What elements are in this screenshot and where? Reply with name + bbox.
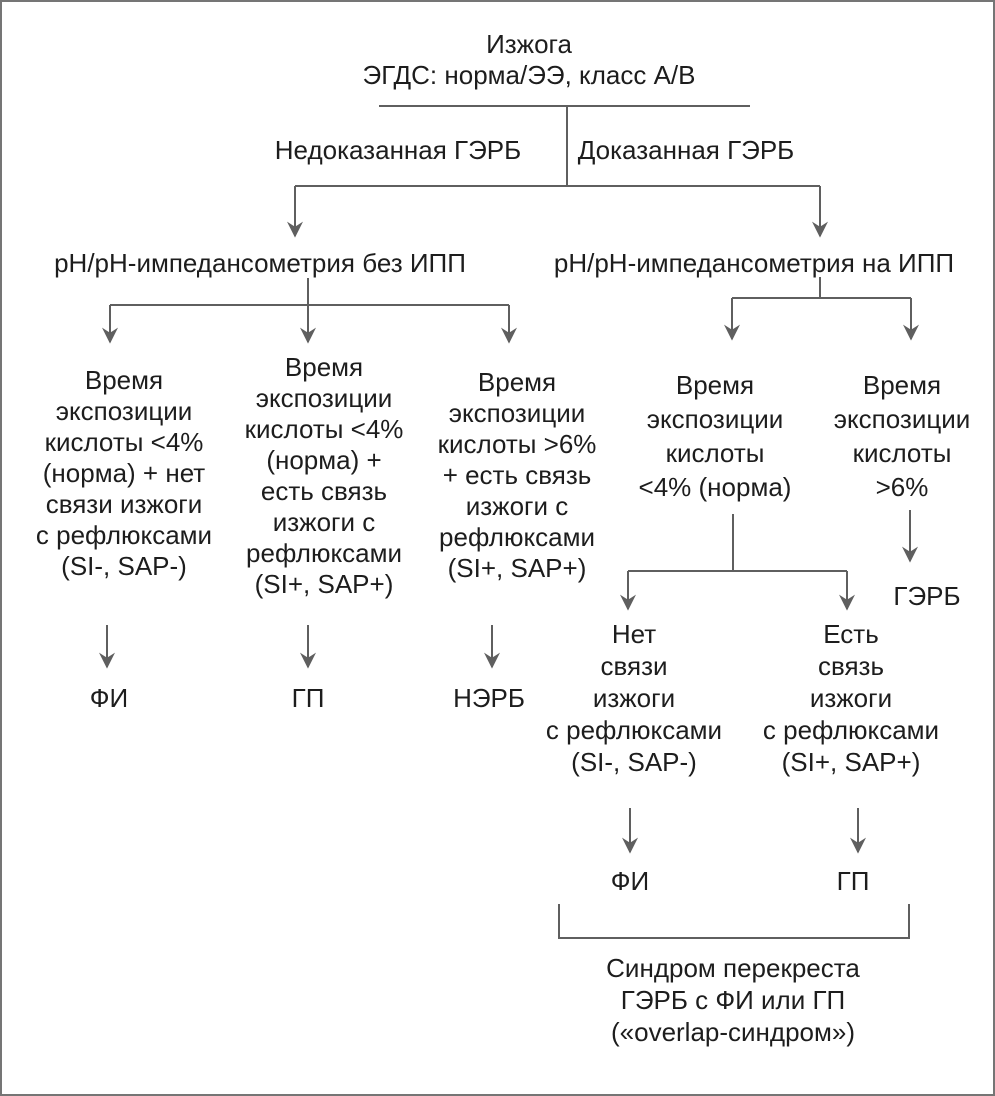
node-criteria-2 <box>245 352 404 600</box>
text-line: ЭГДС: норма/ЭЭ, класс А/В <box>362 60 696 90</box>
node-criteria-4 <box>639 368 792 504</box>
node-outcome-fi-2: ФИ <box>610 866 650 896</box>
node-outcome-gp-1: ГП <box>291 683 325 713</box>
text-line: изжоги с <box>465 491 569 521</box>
text-line: изжоги <box>809 683 893 713</box>
text-line: Синдром перекреста <box>606 953 860 983</box>
label-proven-gerd: Доказанная ГЭРБ <box>577 135 795 165</box>
text-line: кислоты <4% <box>244 414 404 444</box>
text-line: с рефлюксами <box>545 715 723 745</box>
text-line: ГЭРБ с ФИ или ГП <box>620 985 846 1015</box>
text-line: рефлюксами <box>246 538 402 568</box>
text-line: Время <box>862 370 942 400</box>
text-line: (SI+, SAP+) <box>447 553 587 583</box>
text-line: (SI-, SAP-) <box>61 551 187 581</box>
text-line: рефлюксами <box>439 522 595 552</box>
text-line: с рефлюксами <box>762 715 940 745</box>
node-criteria-3 <box>438 367 597 584</box>
text-line: кислоты >6% <box>437 429 597 459</box>
text-line: («overlap-синдром») <box>610 1017 856 1047</box>
text-line: экспозиции <box>55 396 193 426</box>
node-outcome-fi-1: ФИ <box>89 683 129 713</box>
text-line: экспозиции <box>448 398 586 428</box>
node-criteria-5 <box>834 368 971 504</box>
text-line: кислоты <box>665 438 765 468</box>
text-line: связь <box>817 651 885 681</box>
text-line: Время <box>477 367 557 397</box>
text-line: с рефлюксами <box>35 520 213 550</box>
node-ph-test-on-ppi: pH/pH-импедансометрия на ИПП <box>553 248 955 278</box>
text-line: (SI+, SAP+) <box>781 747 921 777</box>
text-line: <4% (норма) <box>638 472 792 502</box>
node-criteria-1 <box>36 365 212 582</box>
text-line: Нет <box>611 619 657 649</box>
text-line: >6% <box>875 472 929 502</box>
node-outcome-gerd: ГЭРБ <box>893 581 961 611</box>
node-heartburn-title <box>363 29 696 91</box>
text-line: Изжога <box>486 29 572 59</box>
text-line: кислоты <box>852 438 952 468</box>
text-line: (SI+, SAP+) <box>254 569 394 599</box>
text-line: (SI-, SAP-) <box>571 747 697 777</box>
node-outcome-nerd: НЭРБ <box>453 683 525 713</box>
text-line: Время <box>84 365 164 395</box>
text-line: связи <box>600 651 668 681</box>
text-line: изжоги с <box>272 507 376 537</box>
text-line: Время <box>284 352 364 382</box>
node-reflux-association <box>763 618 939 778</box>
text-line: кислоты <4% <box>44 427 204 457</box>
node-overlap-syndrome <box>606 952 860 1048</box>
text-line: связи изжоги <box>45 489 203 519</box>
text-line: экспозиции <box>646 404 784 434</box>
text-line: (норма) + <box>266 445 382 475</box>
text-line: (норма) + нет <box>42 458 206 488</box>
text-line: экспозиции <box>833 404 971 434</box>
overlap-bracket <box>559 904 909 938</box>
text-line: есть связь <box>260 476 388 506</box>
text-line: Время <box>675 370 755 400</box>
node-outcome-gp-2: ГП <box>836 866 870 896</box>
label-unproven-gerd: Недоказанная ГЭРБ <box>274 135 522 165</box>
node-ph-test-off-ppi: pH/pH-импедансометрия без ИПП <box>54 248 466 278</box>
node-no-reflux-association <box>546 618 722 778</box>
text-line: Есть <box>823 619 879 649</box>
text-line: изжоги <box>592 683 676 713</box>
text-line: + есть связь <box>442 460 592 490</box>
text-line: экспозиции <box>255 383 393 413</box>
